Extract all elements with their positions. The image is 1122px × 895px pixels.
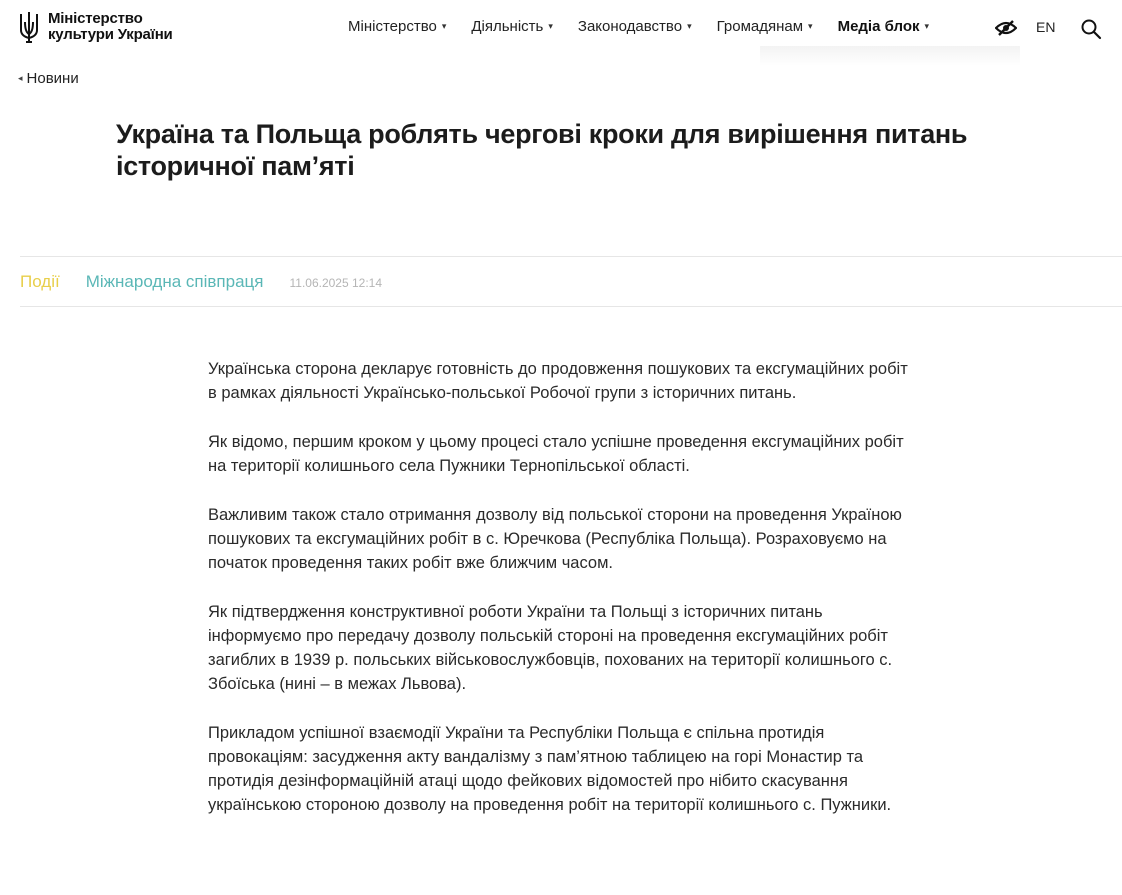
logo-line-1: Міністерство — [48, 10, 143, 27]
article-paragraph: Як підтвердження конструктивної роботи України та Польщі з історичних питань інформуємо про передачу дозволу польській стороні на проведення ексгумаційних робіт загиблих в 1939 р. польських військовослужбовців, похованих на території колишнього с. Збоїська (нині – в межах Львова). — [208, 603, 893, 693]
breadcrumb-news: Новини — [26, 70, 79, 87]
nav-item-citizens[interactable] — [717, 18, 813, 35]
article-date: 11.06.2025 12:14 — [289, 275, 383, 290]
language-switch-en[interactable]: EN — [1036, 19, 1056, 35]
breadcrumb[interactable] — [18, 70, 79, 87]
nav-item-activity[interactable] — [471, 18, 553, 35]
article-body — [208, 357, 918, 842]
nav-item-legislation[interactable] — [578, 18, 692, 35]
header-shadow — [760, 46, 1020, 66]
tag-international-cooperation[interactable]: Міжнародна співпраця — [85, 271, 264, 291]
tag-events[interactable]: Події — [20, 271, 60, 291]
nav-item-label: Законодавство — [577, 18, 683, 35]
caret-down-icon: ▾ — [548, 21, 553, 31]
logo-text — [48, 11, 173, 43]
logo-line-2: культури України — [48, 26, 173, 43]
nav-item-ministry[interactable] — [348, 18, 446, 35]
article-paragraph: Українська сторона декларує готовність до продовження пошукових та ексгумаційних робіт в рамках діяльності Українсько-польської Робочої групи з історичних питань. — [208, 360, 908, 402]
eye-slash-icon[interactable] — [995, 19, 1017, 37]
ministry-logo[interactable] — [18, 10, 173, 44]
article-paragraph: Прикладом успішної взаємодії України та Республіки Польща є спільна протидія провокаціям: засудження акту вандалізму з пам’ятною таблицею на горі Монастир та протидія дезінформаційній атаці щодо фейкових відомостей про нібито скасування українською стороною дозволу на проведення робіт на території колишнього с. Пужники. — [208, 724, 892, 814]
search-icon[interactable] — [1080, 18, 1102, 40]
caret-down-icon: ▾ — [924, 21, 930, 31]
article-paragraph: Як відомо, першим кроком у цьому процесі стало успішне проведення ексгумаційних робіт на території колишнього села Пужники Тернопільської області. — [208, 433, 904, 475]
nav-item-label: Медіа блок — [837, 18, 920, 35]
nav-item-label: Громадянам — [716, 18, 804, 35]
caret-down-icon: ▾ — [441, 21, 447, 31]
caret-down-icon: ▾ — [808, 21, 813, 31]
main-nav — [348, 18, 954, 35]
nav-item-label: Міністерство — [348, 18, 437, 35]
article-title: Україна та Польща роблять чергові кроки для вирішення питань історичної пам’яті — [116, 119, 968, 181]
trident-icon — [18, 10, 40, 44]
article-meta — [20, 256, 1122, 307]
article-paragraph: Важливим також стало отримання дозволу від польської сторони на проведення Україною пошукових та ексгумаційних робіт в с. Юречкова (Республіка Польща). Розраховуємо на початок проведення таких робіт вже ближчим часом. — [208, 506, 902, 572]
chevron-left-icon: ◂ — [18, 73, 23, 83]
nav-item-media[interactable] — [838, 18, 929, 35]
caret-down-icon: ▾ — [687, 21, 692, 31]
nav-item-label: Діяльність — [471, 18, 544, 35]
